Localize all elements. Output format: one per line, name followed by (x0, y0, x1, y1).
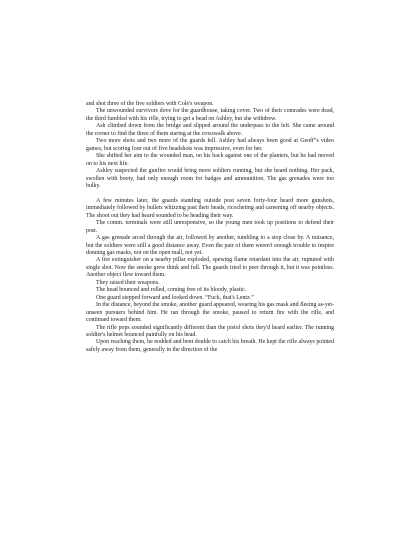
paragraph: A fire extinguisher on a nearby pillar exploded, spewing flame retardant into the air, ruptured with single shot. Now the smoke grew think and full. The guards tried to peer through it, but it was pointless. Another object flew toward them. (86, 257, 334, 279)
paragraph: Ashley suspected the gunfire would bring more soldiers running, but she heard nothing. Her pack, swollen with booty, had only enough room for badges and ammunition. The gas grenades were too bulky. (86, 168, 334, 189)
paragraph: A few minutes later, the guards standing outside post seven forty-four heard more gunshots, immediately followed by bullets whizzing past their heads, ricocheting and careening off nearby objects. The shoot out they had heard sounded to be heading their way. (86, 197, 334, 219)
paragraph: Upon reaching them, he nodded and bent double to catch his breath. He kept the rifle always pointed safely away from them, generally in the direction of the (86, 339, 334, 353)
paragraph: Ash climbed down from the bridge and slipped around the underpass to the left. She came around the corner to find the three of them staring at the crosswalk above. (86, 123, 334, 137)
paragraph: In the distance, beyond the smoke, another guard appeared, wearing his gas mask and fleeing as-yet-unseen pursuers behind him. He ran through the smoke, paused to return fire with the rifle, and continued toward them. (86, 302, 334, 324)
paragraph: and shot three of the five soldiers with Cole's weapon. (86, 101, 214, 107)
paragraph: They raised their weapons. (96, 279, 160, 286)
body-text (86, 101, 334, 354)
paragraph: She shifted her aim to the wounded man, on his back against one of the planters, but he had moved on to his next life. (86, 153, 334, 167)
paragraph: The comm. terminals were still unresponsive, so the young men took up positions to defend their post. (86, 220, 334, 234)
paragraph: The head bounced and rolled, coming free of its bloody, plastic. (96, 287, 247, 294)
paragraph: Two more shots and two more of the guards fell. Ashley had always been good at Geoff”s video games, but scoring four out of five headshots was impressive, even for her. (86, 138, 334, 152)
paragraph: The unwounded survivors dove for the guardhouse, taking cover. Two of their comrades were dead, the third fumbled with his rifle, trying to get a bead on Ashley, but she withdrew. (86, 108, 334, 122)
paragraph: A gas grenade arced through the air, followed by another, tumbling to a stop close by. A nuisance, but the soldiers were still a good distance away. Even the pair of them weren't enough trouble to inspire donning gas masks, not on the open mall, not yet. (86, 235, 334, 256)
paragraph: The rifle pops sounded significantly different than the pistol shots they'd heard earlier. The running soldier's helmet bounced painfully on his head. (86, 324, 334, 338)
paragraph: One guard stepped forward and looked down. “Fuck, that's Lentz.” (96, 294, 254, 301)
